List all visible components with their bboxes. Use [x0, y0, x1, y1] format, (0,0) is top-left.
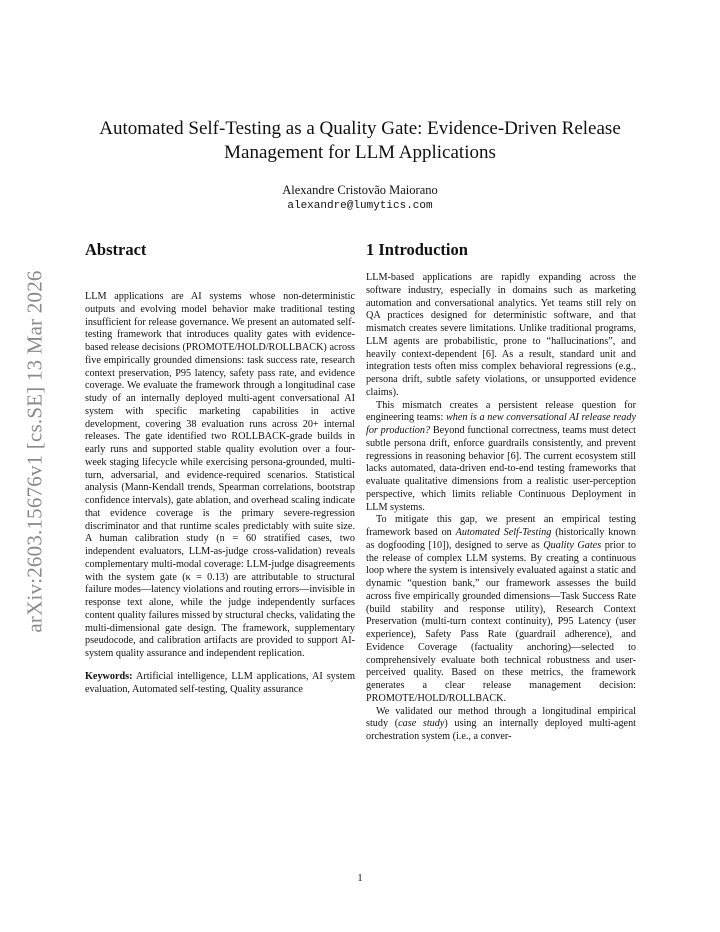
abstract-column [85, 240, 355, 696]
paper-title [60, 117, 660, 165]
title-line-2: Management for LLM Applications [224, 142, 496, 163]
keywords-label: Keywords: [85, 670, 133, 682]
title-line-1: Automated Self-Testing as a Quality Gate: Evidence-Driven Release [99, 118, 621, 139]
intro-paragraph-2: This mismatch creates a persistent release question for engineering teams: when is a new conversational AI release ready for production? Beyond functional correctness, teams must detect subtle persona drift, enforce guardrails consistently, and prevent regressions in reasoning behavior [6]. The current ecosystem still lacks automated, data-driven end-to-end testing frameworks that evaluate qualitative dimensions from a realistic user-perception perspective, which limits reliable Continuous Deployment in LLM systems. [366, 399, 637, 513]
intro-paragraph-1: LLM-based applications are rapidly expanding across the software industry, especially in domains such as marketing automation and conversational analytics. Yet teams still rely on QA practices designed for deterministic software, and that mismatch creates severe limitations. Unlike traditional programs, LLM agents are probabilistic, prone to “hallucinations”, and heavily context-dependent [6]. As a result, standard unit and integration tests often miss complex behavioral regressions (e.g., persona drift, subtle safety violations, or unsupported evidence claims). [366, 272, 636, 398]
introduction-heading: 1 Introduction [366, 240, 468, 259]
author-name: Alexandre Cristovão Maiorano [282, 183, 438, 197]
abstract-body: LLM applications are AI systems whose non-deterministic outputs and evolving model behavior make traditional testing insufficient for release governance. We present an automated self-testing framework that introduces quality gates with evidence-based release decisions (PROMOTE/HOLD/ROLLBACK) across five empirically grounded dimensions: task success rate, research context preservation, P95 latency, safety pass rate, and evidence coverage. We evaluate the framework through a longitudinal case study of an internally deployed multi-agent conversational AI system with specific marketing capabilities in active development, covering 38 evaluation runs across 20+ internal releases. The gate identified two ROLLBACK-grade builds in early runs and supported stable quality evolution over a four-week staging lifecycle while exercising persona-grounded, multi-turn, adversarial, and evidence-required scenarios. Statistical analysis (Mann-Kendall trends, Spearman correlations, bootstrap confidence intervals), gate ablation, and overhead scaling indicate that evidence coverage is the primary severe-regression discriminator and that runtime scales predictably with suite size. A human calibration study (n = 60 stratified cases, two independent evaluators, LLM-as-judge cross-validation) reveals complementary multi-modal coverage: LLM-judge disagreements with the system gate (κ = 0.13) are attributable to structural failure modes—latency violations and routing errors—invisible in response text alone, while the judge independently surfaces content quality failures missed by structural checks, validating the multi-dimensional gate design. The framework, supplementary pseudocode, and calibration artifacts are provided to support AI-system quality assurance and independent replication. [85, 291, 355, 659]
intro-paragraph-3: To mitigate this gap, we present an empirical testing framework based on Automated Self-Testing (historically known as dogfooding [10]), designed to serve as Quality Gates prior to the release of complex LLM systems. By creating a continuous loop where the system is intensively evaluated against a static and dynamic “question bank,” our framework assesses the build across five empirically grounded dimensions—Task Success Rate (build stability and response utility), Research Context Preservation (multi-turn context continuity), P95 Latency (user experience), Safety Pass Rate (guardrail adherence), and Evidence Coverage (factuality anchoring)—selected to comprehensively evaluate both technical robustness and user-perceived quality. Based on these metrics, the framework generates a clear release management decision: PROMOTE/HOLD/ROLLBACK. [366, 514, 636, 704]
introduction-body [366, 272, 636, 744]
keywords [85, 671, 355, 697]
page-number: 1 [357, 873, 363, 884]
keywords-list: Artificial intelligence, LLM applications, AI system evaluation, Automated self-testing, Quality assurance [85, 670, 356, 695]
intro-paragraph-4: We validated our method through a longitudinal empirical study (case study) using an internally deployed multi-agent orchestration system (i.e., a conver- [366, 705, 636, 742]
author-email: alexandre@lumytics.com [287, 200, 433, 212]
arxiv-id: arXiv:2603.15676v1 [cs.SE] 13 Mar 2026 [22, 269, 47, 633]
abstract-heading: Abstract [85, 240, 147, 259]
arxiv-sidebar-stamp [22, 256, 48, 646]
introduction-column [366, 240, 636, 744]
